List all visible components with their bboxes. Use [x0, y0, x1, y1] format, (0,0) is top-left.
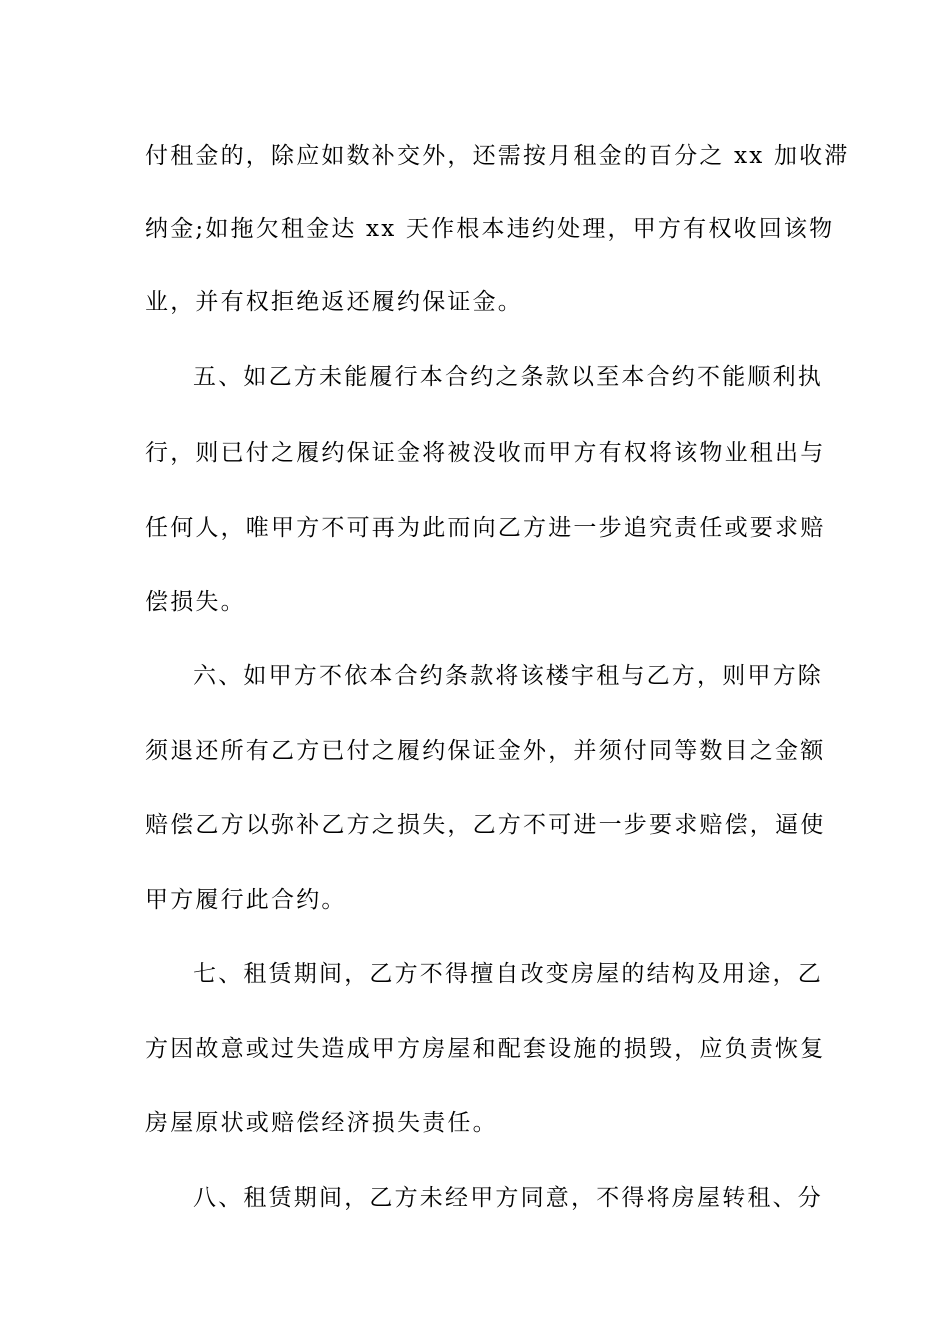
text-line-5: 行，则已付之履约保证金将被没收而甲方有权将该物业租出与	[145, 440, 826, 466]
text-line-2: 纳金;如拖欠租金达 xx 天作根本违约处理，甲方有权收回该物	[145, 216, 835, 242]
text-line-14: 房屋原状或赔偿经济损失责任。	[145, 1110, 498, 1136]
text-line-13: 方因故意或过失造成甲方房屋和配套设施的损毁，应负责恢复	[145, 1036, 826, 1062]
text-line-6: 任何人，唯甲方不可再为此而向乙方进一步追究责任或要求赔	[145, 515, 826, 541]
text-line-12: 七、租赁期间，乙方不得擅自改变房屋的结构及用途，乙	[193, 961, 823, 987]
text-line-7: 偿损失。	[145, 589, 246, 615]
text-line-10: 赔偿乙方以弥补乙方之损失，乙方不可进一步要求赔偿，逼使	[145, 812, 826, 838]
text-line-1: 付租金的，除应如数补交外，还需按月租金的百分之 xx 加收滞	[145, 143, 850, 169]
text-line-15: 八、租赁期间，乙方未经甲方同意，不得将房屋转租、分	[193, 1185, 823, 1211]
text-line-9: 须退还所有乙方已付之履约保证金外，并须付同等数目之金额	[145, 738, 826, 764]
text-line-4: 五、如乙方未能履行本合约之条款以至本合约不能顺利执	[193, 364, 823, 390]
text-line-8: 六、如甲方不依本合约条款将该楼宇租与乙方，则甲方除	[193, 663, 823, 689]
text-line-3: 业，并有权拒绝返还履约保证金。	[145, 289, 523, 315]
text-line-11: 甲方履行此合约。	[145, 887, 347, 913]
